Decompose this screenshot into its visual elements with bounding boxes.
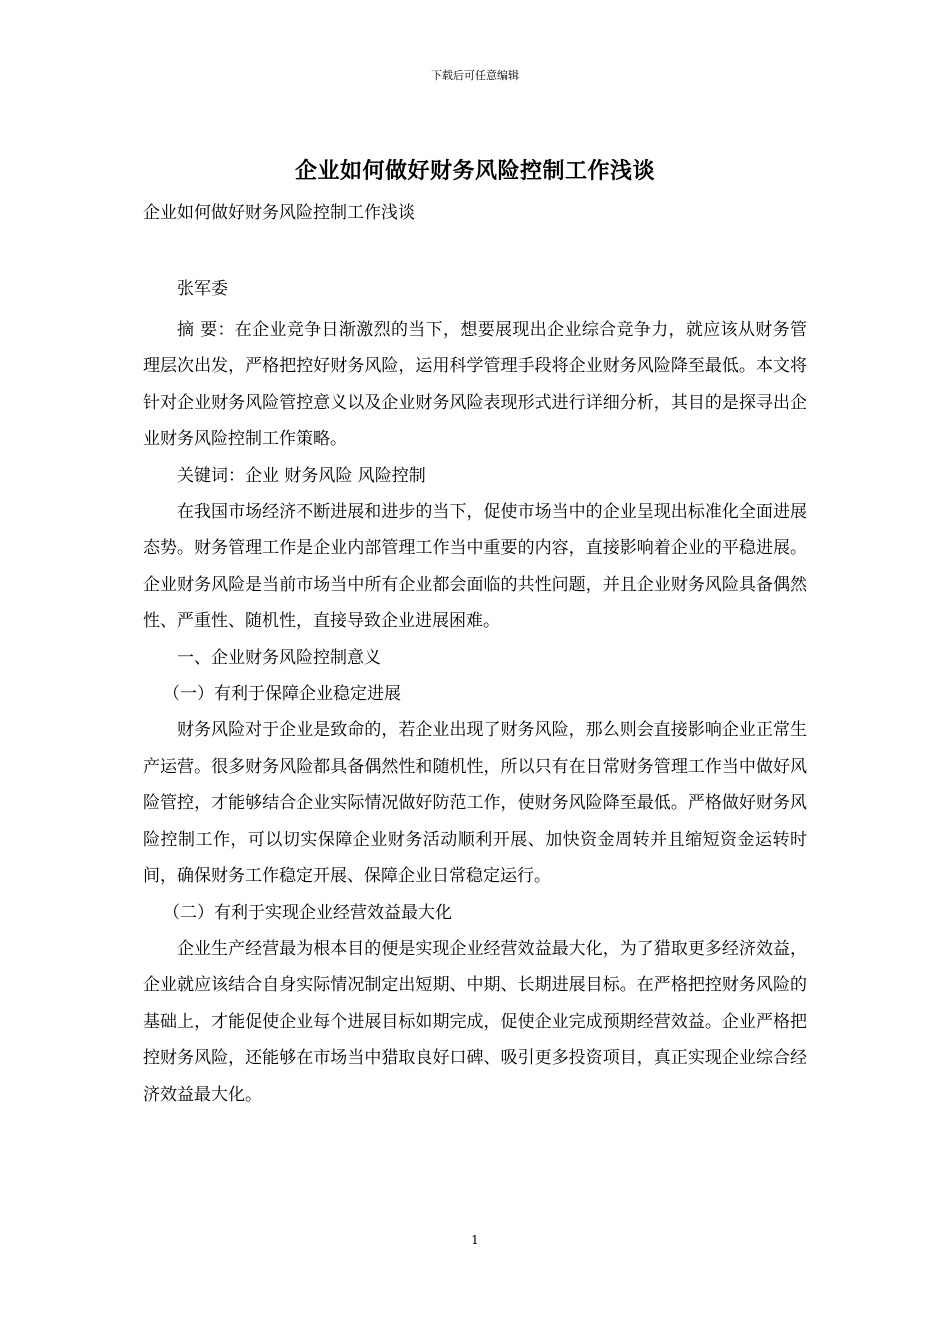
section-heading-1: 一、企业财务风险控制意义 (177, 647, 381, 668)
body-paragraph: 财务风险对于企业是致命的，若企业出现了财务风险，那么则会直接影响企业正常生产运营。很多财务风险都具备偶然性和随机性，所以只有在日常财务管理工作当中做好风险管控，才能够结合企业实际情况做好防范工作，使财务风险降至最低。严格做好财务风险控制工作，可以切实保障企业财务活动顺利开展、加快资金周转并且缩短资金运转时间，确保财务工作稳定开展、保障企业日常稳定运行。 (143, 720, 807, 887)
page-number: 1 (471, 1233, 479, 1247)
author-name: 张军委 (177, 279, 228, 299)
document-body (143, 312, 807, 1113)
document-title: 企业如何做好财务风险控制工作浅谈 (294, 158, 655, 184)
keywords-paragraph: 关键词：企业 财务风险 风险控制 (177, 465, 426, 486)
body-paragraph: 企业生产经营最为根本目的便是实现企业经营效益最大化，为了猎取更多经济效益，企业就应该结合自身实际情况制定出短期、中期、长期进展目标。在严格把控财务风险的基础上，才能促使企业每个进展目标如期完成，促使企业完成预期经营效益。企业严格把控财务风险，还能够在市场当中猎取良好口碑、吸引更多投资项目，真正实现企业综合经济效益最大化。 (143, 938, 807, 1105)
header-note: 下载后可任意编辑 (431, 69, 519, 82)
subsection-heading-1: （一）有利于保障企业稳定进展 (163, 684, 401, 705)
intro-paragraph: 在我国市场经济不断进展和进步的当下，促使市场当中的企业呈现出标准化全面进展态势。财务管理工作是企业内部管理工作当中重要的内容，直接影响着企业的平稳进展。企业财务风险是当前市场当中所有企业都会面临的共性问题，并且企业财务风险具备偶然性、严重性、随机性，直接导致企业进展困难。 (143, 502, 807, 632)
subsection-heading-2: （二）有利于实现企业经营效益最大化 (163, 902, 452, 923)
abstract-paragraph: 摘 要：在企业竞争日渐激烈的当下，想要展现出企业综合竞争力，就应该从财务管理层次出发，严格把控好财务风险，运用科学管理手段将企业财务风险降至最低。本文将针对企业财务风险管控意义以及企业财务风险表现形式进行详细分析，其目的是探寻出企业财务风险控制工作策略。 (143, 320, 807, 450)
document-subtitle: 企业如何做好财务风险控制工作浅谈 (143, 203, 415, 223)
